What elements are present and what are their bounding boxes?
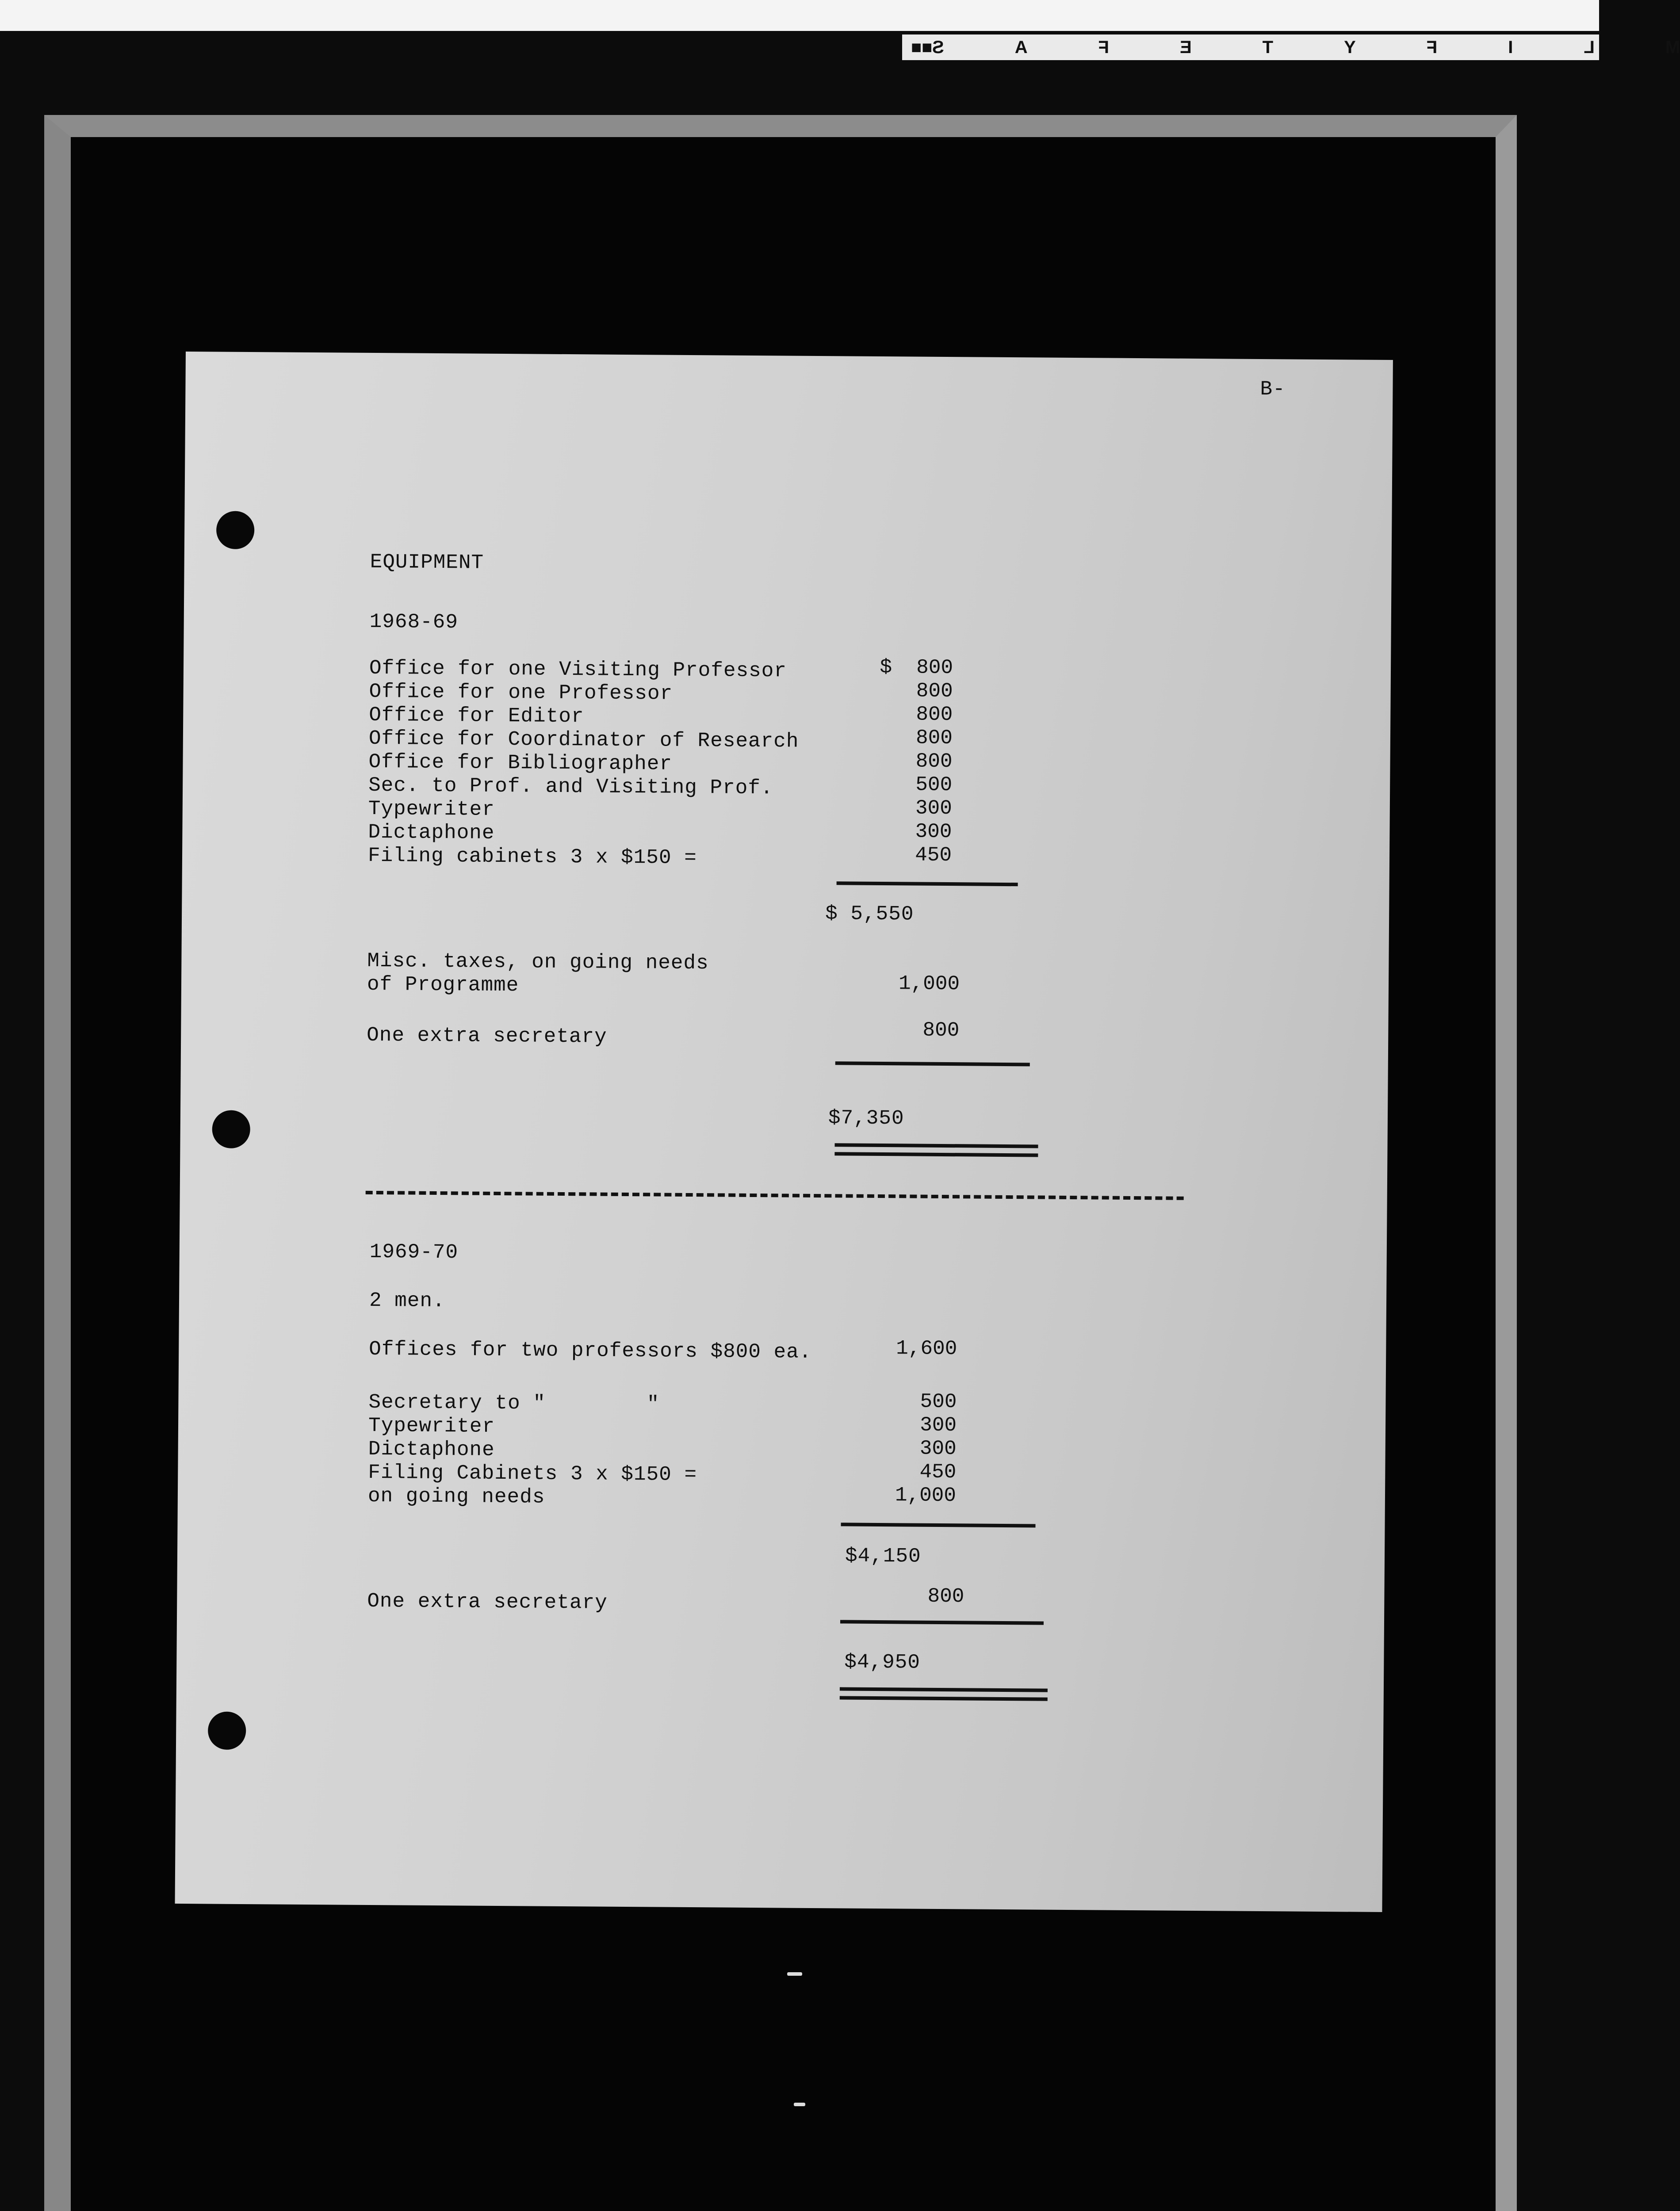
film-letter: M xyxy=(1665,37,1680,57)
extra-secretary-label: One extra secretary xyxy=(367,1589,608,1614)
film-letter: F xyxy=(1427,37,1438,57)
item-amount: 1,000 xyxy=(895,1484,957,1507)
item-label: Dictaphone xyxy=(368,1437,495,1461)
item-amount: 800 xyxy=(915,750,953,773)
item-label: on going needs xyxy=(367,1484,545,1509)
item-label: Typewriter xyxy=(368,1414,495,1438)
misc-label: of Programme xyxy=(367,972,519,997)
item-label: Office for Coordinator of Research xyxy=(368,727,799,753)
double-rule-top xyxy=(840,1687,1048,1692)
film-letter: A xyxy=(1015,37,1028,57)
total-amount: $7,350 xyxy=(828,1106,904,1130)
men-note: 2 men. xyxy=(369,1289,445,1313)
item-label: Office for one Visiting Professor xyxy=(369,656,787,683)
double-rule-bottom xyxy=(834,1152,1038,1157)
extra-secretary-label: One extra secretary xyxy=(367,1023,607,1048)
subtotal-amount: $ 5,550 xyxy=(825,902,914,926)
film-letter: T xyxy=(1263,37,1274,57)
film-edge-strip xyxy=(902,34,1680,60)
film-speck xyxy=(787,1972,802,1976)
item-amount: 800 xyxy=(915,726,953,750)
item-amount: 300 xyxy=(920,1413,957,1437)
double-rule-top xyxy=(834,1143,1038,1148)
total-rule xyxy=(840,1620,1044,1625)
film-speck xyxy=(794,2103,805,2106)
item-label: Filing Cabinets 3 x $150 = xyxy=(368,1461,697,1487)
page-marker: B- xyxy=(1260,377,1286,401)
misc-amount: 1,000 xyxy=(898,972,960,996)
film-letter: S xyxy=(932,37,945,57)
subtotal-rule xyxy=(841,1522,1035,1527)
offices-label: Offices for two professors $800 ea. xyxy=(369,1337,812,1364)
item-amount: 800 xyxy=(916,679,953,703)
item-amount: 300 xyxy=(915,820,952,844)
item-label: Secretary to " " xyxy=(368,1390,660,1416)
item-amount: 500 xyxy=(920,1390,957,1414)
film-letter: E xyxy=(1180,37,1192,57)
item-label: Sec. to Prof. and Visiting Prof. xyxy=(368,773,773,800)
item-label: Office for Bibliographer xyxy=(368,750,673,776)
top-margin xyxy=(0,0,1599,31)
subtotal-amount: $4,150 xyxy=(845,1544,921,1568)
punch-hole xyxy=(208,1711,246,1750)
item-amount: 450 xyxy=(915,843,952,867)
year-heading-1969: 1969-70 xyxy=(369,1240,459,1264)
punch-hole xyxy=(216,511,255,549)
punch-hole xyxy=(212,1110,250,1148)
offices-amount: 1,600 xyxy=(896,1337,957,1361)
section-separator xyxy=(366,1191,1184,1200)
total-amount: $4,950 xyxy=(844,1650,921,1674)
document-page xyxy=(175,352,1393,1912)
double-rule-bottom xyxy=(840,1696,1048,1701)
item-label: Typewriter xyxy=(368,797,495,821)
film-letter: L xyxy=(1584,37,1595,57)
extra-secretary-amount: 800 xyxy=(922,1018,960,1042)
item-amount: 450 xyxy=(919,1460,957,1484)
item-amount: 800 xyxy=(916,703,953,727)
film-letter: I xyxy=(1508,37,1513,57)
item-label: Office for Editor xyxy=(369,703,584,728)
film-letter: Y xyxy=(1344,37,1356,57)
item-amount: 300 xyxy=(919,1437,957,1461)
total-rule xyxy=(835,1061,1030,1066)
item-label: Filing cabinets 3 x $150 = xyxy=(367,844,697,870)
film-marker: ■■ xyxy=(911,37,933,57)
film-letter: F xyxy=(1098,37,1110,57)
item-amount: $ 800 xyxy=(880,655,953,680)
item-label: Office for one Professor xyxy=(369,680,673,705)
year-heading-1968: 1968-69 xyxy=(369,610,459,634)
item-label: Dictaphone xyxy=(368,820,495,845)
item-amount: 300 xyxy=(915,796,953,820)
extra-secretary-amount: 800 xyxy=(927,1584,964,1608)
subtotal-rule xyxy=(837,881,1018,886)
item-amount: 500 xyxy=(915,773,953,797)
misc-label: Misc. taxes, on going needs xyxy=(367,949,709,975)
film-edge-letters xyxy=(932,38,1680,57)
section-heading: EQUIPMENT xyxy=(370,550,484,574)
